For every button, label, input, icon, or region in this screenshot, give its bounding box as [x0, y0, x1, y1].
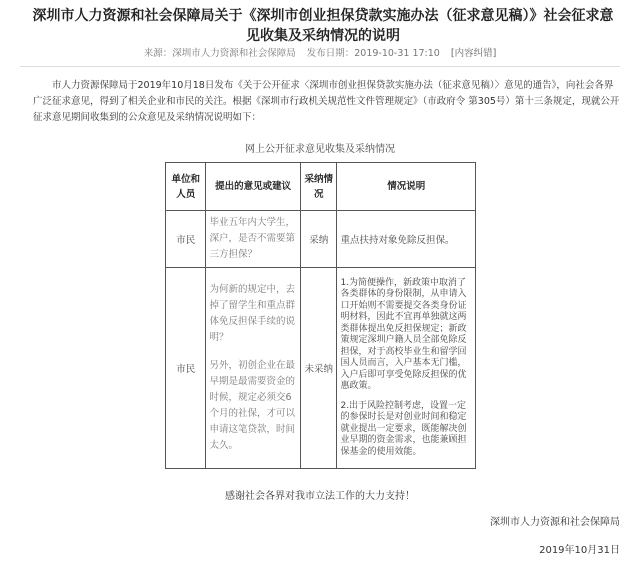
row-note: [337, 268, 476, 469]
suggestion-part-1: 为何新的规定中，去掉了留学生和重点群体免反担保手续的说明？: [209, 284, 295, 343]
article-meta: [0, 47, 640, 61]
publish-time: 发布日期：2019-10-31 17:10: [306, 48, 440, 59]
divider: [20, 66, 620, 67]
page-title: 深圳市人力资源和社会保障局关于《深圳市创业担保贷款实施办法（征求意见稿）》社会征求意见收集及采纳情况的说明: [32, 8, 614, 44]
header-note: 情况说明: [337, 163, 476, 211]
note-part-1: 1.为简便操作，新政策中取消了各类群体的身份限制，从申请入口开始则不需要提交各类身份证明材料，因此不宜再单独就这两类群体提出免反担保规定；新政策规定深圳户籍人员全部免除反担保，对于高校毕业生和留学回国人员而言，入户基本无门槛，入户后即可享受免除反担保的优惠政策。: [340, 277, 467, 392]
table-row: [166, 268, 476, 469]
table-header-row: [166, 163, 476, 211]
feedback-table: [165, 162, 476, 469]
row-suggestion: [206, 268, 300, 469]
table-row: [166, 211, 476, 268]
row-adopted: 采纳: [300, 211, 337, 268]
note-part-2: 2.出于风险控制考虑，设置一定的参保时长是对创业时间和稳定就业提出一定要求，既能解决创业早期的资金需求，也能兼顾担保基金的使用效能。: [340, 400, 467, 457]
thanks-line: 感谢社会各界对我市立法工作的大力支持！: [225, 491, 415, 502]
source-label: 来源：深圳市人力资源和社会保障局: [143, 48, 296, 59]
header-suggestion: 提出的意见或建议: [206, 163, 300, 211]
row-unit: 市民: [166, 211, 206, 268]
row-note: 重点扶持对象免除反担保。: [337, 211, 476, 268]
issue-date: 2019年10月31日: [539, 545, 620, 556]
issuing-organization: 深圳市人力资源和社会保障局: [490, 517, 620, 528]
table-caption: 网上公开征求意见收集及采纳情况: [245, 144, 395, 155]
header-unit: 单位和人员: [166, 163, 206, 211]
error-report-link[interactable]: [内容纠错]: [450, 48, 497, 59]
row-suggestion: 毕业五年内大学生，深户，是否不需要第三方担保？: [206, 211, 300, 268]
header-adopted: 采纳情况: [300, 163, 337, 211]
row-unit: 市民: [166, 268, 206, 469]
row-adopted: 未采纳: [300, 268, 337, 469]
intro-paragraph: 市人力资源保障局于2019年10月18日发布《关于公开征求〈深圳市创业担保贷款实施办法（征求意见稿）〉意见的通告》，向社会各界广泛征求意见，得到了相关企业和市民的关注。根据《深圳市行政机关规范性文件管理规定》（市政府令 第305号）第十三条规定，现就公开征求意见期间收集到的公众意见及采纳情况说明如下：: [33, 80, 620, 123]
suggestion-part-2: 另外，初创企业在最早期是最需要资金的时候，规定必须交6个月的社保，才可以申请这笔贷款，时间太久。: [209, 360, 295, 451]
